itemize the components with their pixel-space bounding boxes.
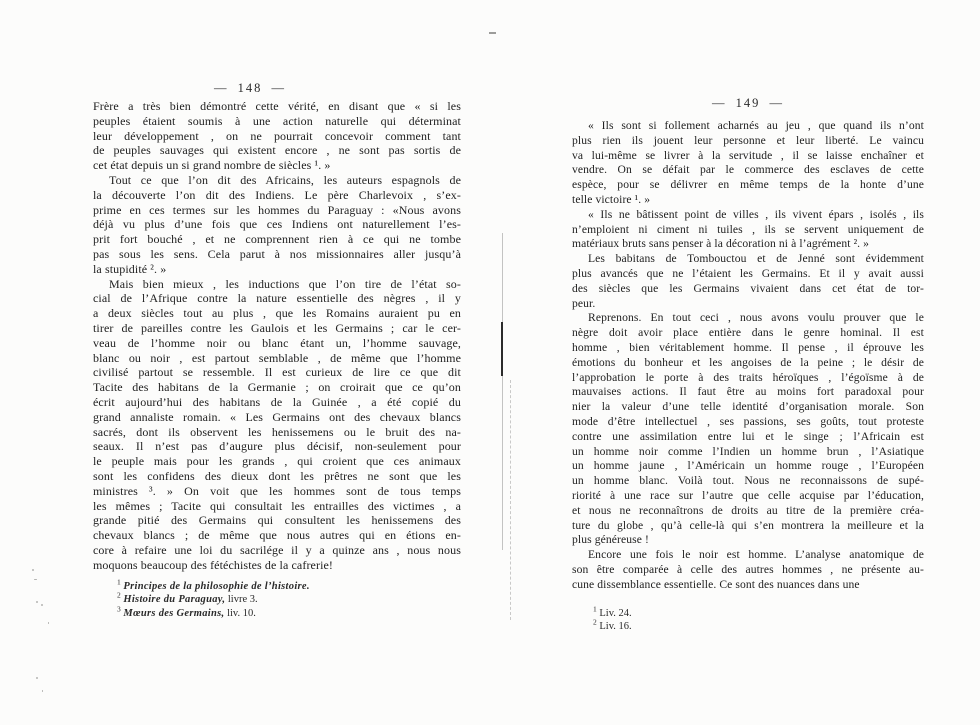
text-line: blanc ou noir , est partout semblable , de même que l’homme <box>93 350 461 365</box>
scan-speck <box>41 604 43 606</box>
text-line: écrit aujourd’hui des habitans de la Guinée , a été copié du <box>93 394 461 409</box>
text-line: « Ils sont si follement acharnés au jeu , que quand ils n’ont <box>588 119 924 132</box>
text-line: chevaux blancs ; de même que nous autres qui en étions en- <box>93 528 461 543</box>
text-line: son être comparée à celle des autres hommes , ne présente au- <box>572 562 924 576</box>
text-line: core à refaire une loi du sacrilége il y a quinze ans , nous nous <box>93 542 461 557</box>
text-line: cet état depuis un si grand nombre de siècles ¹. » <box>93 158 331 173</box>
footnote <box>593 617 924 634</box>
text-line: plus rien ils jouent leur personne et leur liberté. Le vaincu <box>572 133 924 147</box>
text-line: un homme jaune , l’Américain un homme rouge , l’Européen <box>572 459 924 473</box>
text-line: va lui-même se livrer à la servitude , il se laisse enchaîner et <box>572 148 924 162</box>
text-line: ture du globe , qu’à celle-là qui s’en montrera la meilleure et la <box>572 518 924 532</box>
text-line: la stupidité ². » <box>93 261 167 276</box>
text-line: et nous ne reconnaîtrons de droits au titre de la première créa- <box>572 503 924 517</box>
text-line: Frère a très bien démontré cette vérité, en disant que « si les <box>93 99 461 113</box>
scan-speck <box>36 677 38 679</box>
footnote <box>117 577 461 594</box>
text-line: plus généreuse ! <box>572 533 649 547</box>
text-line: cial de l’Afrique contre la nature essentielle des nègres , il y <box>93 291 461 306</box>
footnote-marker: 1 <box>593 604 597 613</box>
text-line: plus avancés que ne l’étaient les Germains. Et il y avait aussi <box>572 266 924 280</box>
footnote-title: Mœurs des Germains, <box>123 607 225 619</box>
text-line: Reprenons. En tout ceci , nous avons voulu prouver que le <box>588 311 924 325</box>
text-line: leur développement , on ne pourrait concevoir comment tant <box>93 128 461 143</box>
footnote-text: liv. 10. <box>224 607 256 619</box>
footnote-marker: 2 <box>593 617 597 627</box>
text-line: veau de l’homme noir ou blanc étant un, l’homme sauvage, <box>93 335 461 350</box>
text-line: homme , bien véritablement homme. Il pense , il éprouve les <box>572 340 924 354</box>
text-line: riorité à une race sur l’autre que celle acquise par l’éducation, <box>572 488 924 502</box>
text-line: pas sous les sens. Cela parut à nos missionnaires aller jusqu’à <box>93 246 461 261</box>
footnote-title: Principes de la philosophie de l’histoire. <box>123 580 310 592</box>
footnote <box>593 604 924 621</box>
text-line: cune dissemblance essentielle. Ce sont des nuances dans une <box>572 577 860 591</box>
text-line: moquons beaucoup des fétéchistes de la cafrerie! <box>93 557 334 572</box>
text-line: la découverte l’on dit des Indiens. Le père Charlevoix , s’ex- <box>93 187 461 202</box>
text-line: Encore une fois le noir est homme. L’analyse anatomique de <box>588 548 924 562</box>
text-line: Tout ce que l’on dit des Africains, les auteurs espagnols de <box>109 172 461 187</box>
text-line: grande pitié des Germains qui consultent les henissemens des <box>93 513 461 528</box>
footnote <box>117 604 461 621</box>
text-line: nier la valeur d’une telle identité d’organisation morale. Son <box>572 400 924 414</box>
page-body <box>572 119 924 593</box>
text-line: des siècles que les Germains vivaient dans cet état de tor- <box>572 281 924 295</box>
binding-dotted-line <box>510 380 511 620</box>
text-line: l’approbation le porte à des traits héroïques , l’égoïsme à de <box>572 370 924 384</box>
text-line: les mêmes ; Tacite qui consultait les entrailles des victimes , a <box>93 498 461 513</box>
page-149 <box>572 96 924 634</box>
scan-speck <box>34 579 37 580</box>
text-line: un homme blanc. Voilà tout. Nous ne reconnaissons de supé- <box>572 474 924 488</box>
text-line: n’emploient ni ciment ni tuiles , ils se servent uniquement de <box>572 222 924 236</box>
text-line: déjà vu plus d’une fois que ces Indiens ont naturellement l’es- <box>93 217 461 232</box>
text-line: civilisé partout se ressemble. Il est curieux de lire ce que dit <box>93 365 461 380</box>
text-line: peur. <box>572 296 596 310</box>
text-line: de peuples sauvages qui existent encore , ne sont pas sortis de <box>93 143 461 158</box>
text-line: matériaux bruts sans penser à la décoration ni à l’agrément ². » <box>572 237 870 251</box>
scan-speck <box>32 569 34 571</box>
text-line: le peuple mais pour les grands , qui croient que ces animaux <box>93 454 461 469</box>
page-body <box>93 99 461 573</box>
footnote-marker: 2 <box>117 590 121 600</box>
footnote-text: Liv. 24. <box>599 607 632 619</box>
text-line: tirer de pareilles contre les Gaulois et les Germains ; car le cer- <box>93 320 461 335</box>
scan-speck <box>36 601 38 603</box>
text-line: Les babitans de Tombouctou et de Jenné sont évidemment <box>588 252 924 266</box>
text-line: mode d’être intellectuel , ses passions, ses goûts, tout proteste <box>572 414 924 428</box>
text-line: espèce, pour se délivrer en même temps de la honte d’une <box>572 178 924 192</box>
text-line: Tacite des habitans de la Germanie ; on croirait que ce qu’on <box>93 380 461 395</box>
footnotes <box>572 604 924 634</box>
scan-speck <box>42 690 43 692</box>
text-line: contre une assimilation entre lui et le singe ; l’Africain est <box>572 429 924 443</box>
text-line: peuples étaient soumis à une action naturelle qui déterminat <box>93 113 461 128</box>
binding-line-dark-segment <box>501 322 503 376</box>
text-line: a deux siècles tout au plus , que les Romains auraient pu en <box>93 306 461 321</box>
footnote-marker: 3 <box>117 604 121 614</box>
page-148 <box>93 81 461 620</box>
text-line: seaux. Il n’est pas d’augure plus décisif, non-seulement pour <box>93 439 461 454</box>
text-line: Mais bien mieux , les inductions que l’on tire de l’état so- <box>109 276 461 291</box>
footnote-text: Liv. 16. <box>599 621 632 633</box>
text-line: prit fort bouché , et ne comprennent rien à ce qui ne tombe <box>93 232 461 247</box>
footnote-marker: 1 <box>117 577 121 586</box>
scan-speck <box>48 622 49 624</box>
footnote-text: livre 3. <box>225 594 258 606</box>
footnote-title: Histoire du Paraguay, <box>123 594 226 606</box>
footnote <box>117 590 461 607</box>
footnotes <box>93 577 461 621</box>
scan-dash-mark <box>489 32 496 34</box>
binding-line <box>502 233 503 550</box>
text-line: un homme noir comme l’Indien un homme brun , l’Asiatique <box>572 444 924 458</box>
page-number: — 148 — <box>214 81 286 95</box>
text-line: émotions du bonheur et les angoises de la peine ; le désir de <box>572 355 924 369</box>
text-line: prime en ces termes sur les hommes du Paraguay : «Nous avons <box>93 202 461 217</box>
text-line: sont les confidens des dieux dont les prêtres ne sont que les <box>93 468 461 483</box>
page-number: — 149 — <box>712 96 784 110</box>
text-line: ministres ³. » On voit que les hommes sont de tous temps <box>93 483 461 498</box>
text-line: sacrés, dont ils observent les henissemens ou le bruit des na- <box>93 424 461 439</box>
text-line: mauvaises actions. Il faut être au moins fort paradoxal pour <box>572 385 924 399</box>
text-line: nègre doit avoir place entière dans le genre hominal. Il est <box>572 326 924 340</box>
text-line: « Ils ne bâtissent point de villes , ils vivent épars , isolés , ils <box>588 207 924 221</box>
text-line: telle victoire ¹. » <box>572 192 651 206</box>
text-line: grand annaliste romain. « Les Germains ont des chevaux blancs <box>93 409 461 424</box>
text-line: vendre. On se défait par le commerce des esclaves de cette <box>572 163 924 177</box>
